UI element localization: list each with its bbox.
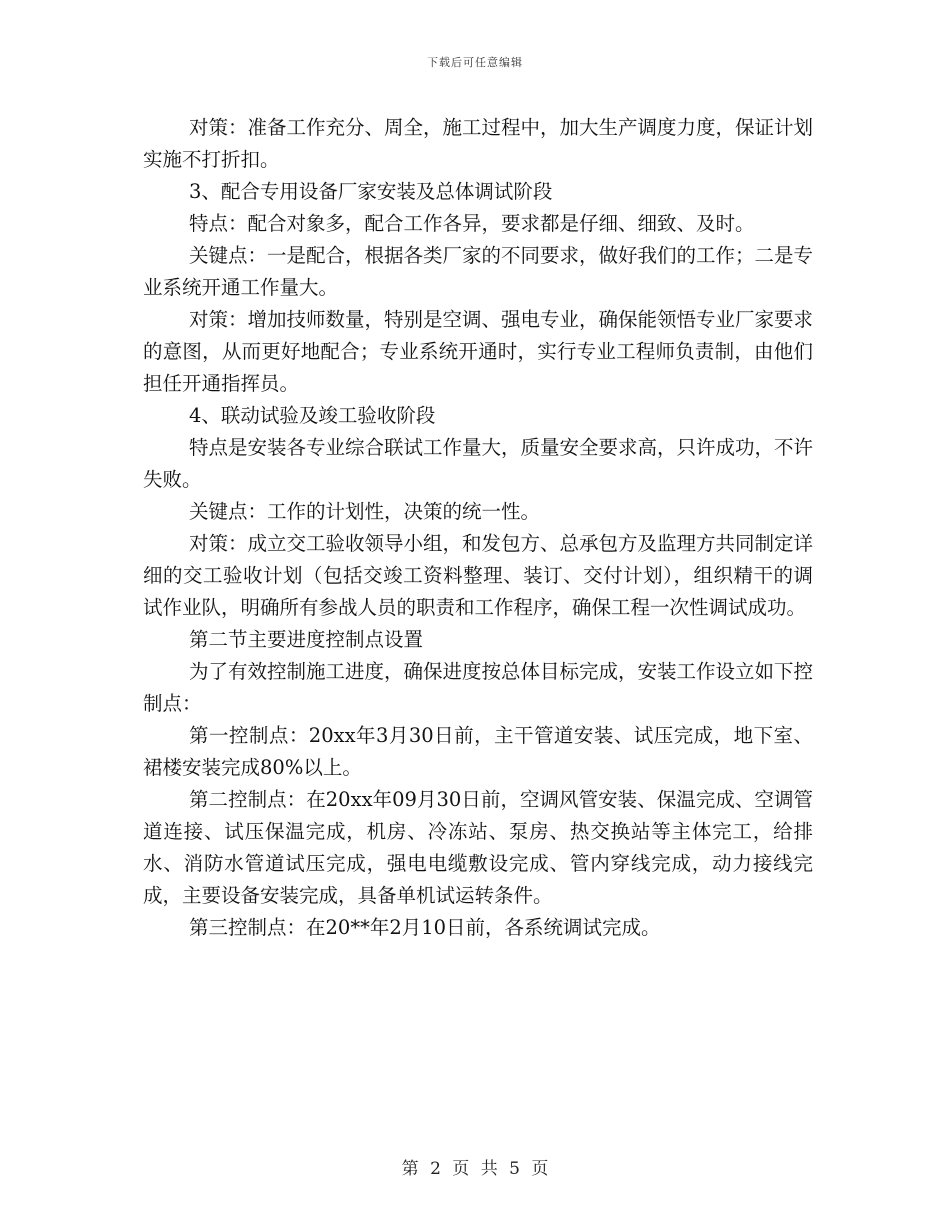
footer-total-prefix: 共 — [480, 1159, 498, 1179]
section-heading-stage-4: 4、联动试验及竣工验收阶段 — [189, 404, 436, 427]
paragraph-keypoints-4: 关键点：工作的计划性，决策的统一性。 — [189, 500, 541, 523]
section-heading-stage-3: 3、配合专用设备厂家安装及总体调试阶段 — [189, 180, 553, 203]
footer-suffix: 页 — [531, 1159, 549, 1179]
paragraph-control-point-3: 第三控制点：在20**年2月10日前，各系统调试完成。 — [189, 916, 661, 939]
page-footer — [0, 1154, 950, 1179]
header-note: 下载后可任意编辑 — [427, 56, 523, 69]
footer-mid-label: 页 — [452, 1159, 470, 1179]
paragraph-control-point-2: 第二控制点：在20xx年09月30日前，空调风管安装、保温完成、空调管道连接、试压保温完成，机房、冷冻站、泵房、热交换站等主体完工，给排水、消防水管道试压完成，强电电缆敷设完成、管内穿线完成，动力接线完成，主要设备安装完成，具备单机试运转条件。 — [143, 788, 813, 907]
paragraph-countermeasure-3: 对策：增加技师数量，特别是空调、强电专业，确保能领悟专业厂家要求的意图，从而更好地配合；专业系统开通时，实行专业工程师负责制，由他们担任开通指挥员。 — [143, 308, 814, 395]
paragraph-countermeasure-4: 对策：成立交工验收领导小组，和发包方、总承包方及监理方共同制定详细的交工验收计划（包括交竣工资料整理、装订、交付计划），组织精干的调试作业队，明确所有参战人员的职责和工作程序，确保工程一次性调试成功。 — [143, 532, 814, 619]
footer-total-pages: 5 — [509, 1159, 520, 1179]
document-body — [143, 112, 813, 944]
paragraph-features-3: 特点：配合对象多，配合工作各异，要求都是仔细、细致、及时。 — [189, 212, 755, 235]
paragraph-features-4: 特点是安装各专业综合联试工作量大，质量安全要求高，只许成功，不许失败。 — [143, 436, 814, 491]
section-heading-section-2: 第二节主要进度控制点设置 — [189, 628, 424, 651]
paragraph-intro-control-points: 为了有效控制施工进度，确保进度按总体目标完成，安装工作设立如下控制点： — [143, 660, 814, 715]
paragraph-keypoints-3: 关键点：一是配合，根据各类厂家的不同要求，做好我们的工作；二是专业系统开通工作量大。 — [143, 244, 814, 299]
footer-prefix: 第 — [401, 1159, 419, 1179]
paragraph-countermeasure-1: 对策：准备工作充分、周全，施工过程中，加大生产调度力度，保证计划实施不打折扣。 — [143, 116, 814, 171]
paragraph-control-point-1: 第一控制点：20xx年3月30日前，主干管道安装、试压完成，地下室、裙楼安装完成80%以上。 — [143, 724, 813, 779]
footer-current-page: 2 — [430, 1159, 441, 1179]
